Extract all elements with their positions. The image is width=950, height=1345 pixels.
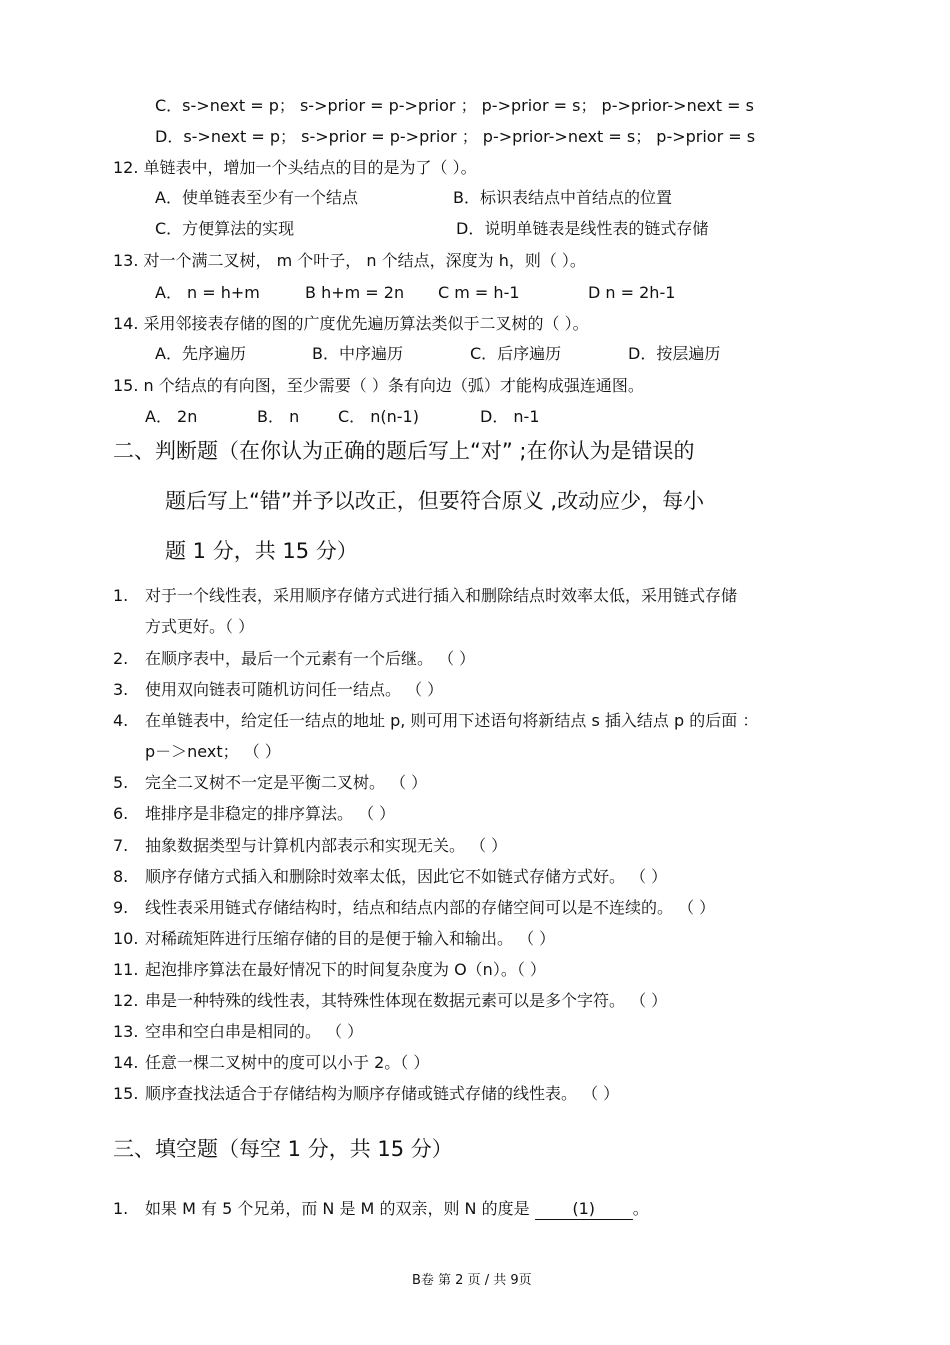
fill-q1-number: 1. [113,1199,129,1218]
tf-item-text: 完全二叉树不一定是平衡二叉树。 （ ） [145,773,428,792]
q14-option-b: B．中序遍历 [312,344,403,363]
tf-item-number: 11. [113,960,139,979]
fill-q1 [145,1199,649,1220]
tf-item-number: 8. [113,867,129,886]
tf-item-number: 1. [113,586,129,605]
q14-option-c: C．后序遍历 [470,344,562,363]
tf-item-number: 6. [113,804,129,823]
q14-stem: 14. 采用邻接表存储的图的广度优先遍历算法类似于二叉树的（ ）。 [113,314,589,333]
section2-heading-line2: 题后写上“错”并予以改正，但要符合原义 ,改动应少，每小 [165,489,705,513]
tf-item-text: 对于一个线性表，采用顺序存储方式进行插入和删除结点时效率太低，采用链式存储 [145,586,738,605]
tf-item-number: 10. [113,929,139,948]
q15-option-a: A． 2n [145,407,198,426]
q13-option-a: A． n = h+m [155,283,260,302]
tf-item-text: 起泡排序算法在最好情况下的时间复杂度为 O（n）。（ ） [145,960,546,979]
q13-stem: 13. 对一个满二叉树， m 个叶子， n 个结点，深度为 h，则（ ）。 [113,251,586,270]
q11-option-c: C．s->next = p； s->prior = p->prior ； p->prior = s； p->prior->next = s [155,96,754,115]
tf-item-text: 在顺序表中，最后一个元素有一个后继。 （ ） [145,649,476,668]
tf-item-text: 使用双向链表可随机访问任一结点。 （ ） [145,680,444,699]
q11-option-d: D．s->next = p； s->prior = p->prior ； p->prior->next = s； p->prior = s [155,127,756,146]
tf-item-text: 抽象数据类型与计算机内部表示和实现无关。 （ ） [145,836,508,855]
tf-item-number: 13. [113,1022,139,1041]
q12-option-d: D．说明单链表是线性表的链式存储 [456,219,709,238]
fill-q1-end: 。 [632,1199,649,1218]
q12-option-b: B．标识表结点中首结点的位置 [453,188,672,207]
tf-item-text: 串是一种特殊的线性表，其特殊性体现在数据元素可以是多个字符。 （ ） [145,991,668,1010]
q12-option-a: A．使单链表至少有一个结点 [155,188,358,207]
q12-stem: 12. 单链表中，增加一个头结点的目的是为了（ ）。 [113,158,477,177]
q12-option-c: C．方便算法的实现 [155,219,295,238]
q13-option-d: D n = 2h-1 [588,283,676,302]
tf-item-number: 12. [113,991,139,1010]
section3-heading: 三、填空题（每空 1 分，共 15 分） [113,1137,453,1161]
tf-item-text: 任意一棵二叉树中的度可以小于 2。（ ） [145,1053,430,1072]
tf-item-text: 线性表采用链式存储结构时，结点和结点内部的存储空间可以是不连续的。 （ ） [145,898,716,917]
q13-option-c: C m = h-1 [438,283,520,302]
q15-option-d: D． n-1 [480,407,540,426]
tf-item-text: 顺序存储方式插入和删除时效率太低，因此它不如链式存储方式好。 （ ） [145,867,668,886]
fill-q1-text: 如果 M 有 5 个兄弟，而 N 是 M 的双亲，则 N 的度是 [145,1199,530,1218]
tf-item-number: 2. [113,649,129,668]
tf-item-number: 4. [113,711,129,730]
tf-item-text: 空串和空白串是相同的。 （ ） [145,1022,364,1041]
q15-option-c: C． n(n-1) [338,407,419,426]
q15-stem: 15. n 个结点的有向图，至少需要（ ）条有向边（弧）才能构成强连通图。 [113,376,644,395]
q14-option-a: A．先序遍历 [155,344,246,363]
tf-item-text: 堆排序是非稳定的排序算法。 （ ） [145,804,396,823]
section2-heading-line1: 二、判断题（在你认为正确的题后写上“对” ;在你认为是错误的 [113,439,695,463]
tf-item-number: 14. [113,1053,139,1072]
tf-item-number: 9. [113,898,129,917]
section2-heading-line3: 题 1 分，共 15 分） [165,539,358,563]
tf-item-text: p－＞next； （ ） [145,742,281,761]
tf-item-number: 15. [113,1084,139,1103]
q13-option-b: B h+m = 2n [305,283,405,302]
tf-item-text: 对稀疏矩阵进行压缩存储的目的是便于输入和输出。 （ ） [145,929,556,948]
tf-item-number: 7. [113,836,129,855]
page-footer: B卷 第 2 页 / 共 9页 [412,1273,532,1288]
q14-option-d: D．按层遍历 [628,344,721,363]
q15-option-b: B． n [257,407,300,426]
tf-item-number: 5. [113,773,129,792]
tf-item-text: 顺序查找法适合于存储结构为顺序存储或链式存储的线性表。 （ ） [145,1084,620,1103]
tf-item-number: 3. [113,680,129,699]
tf-item-text: 在单链表中，给定任一结点的地址 p, 则可用下述语句将新结点 s 插入结点 p 的后面 ： [145,711,759,730]
tf-item-text: 方式更好。（ ） [145,617,255,636]
fill-q1-blank[interactable]: (1) [535,1199,633,1220]
